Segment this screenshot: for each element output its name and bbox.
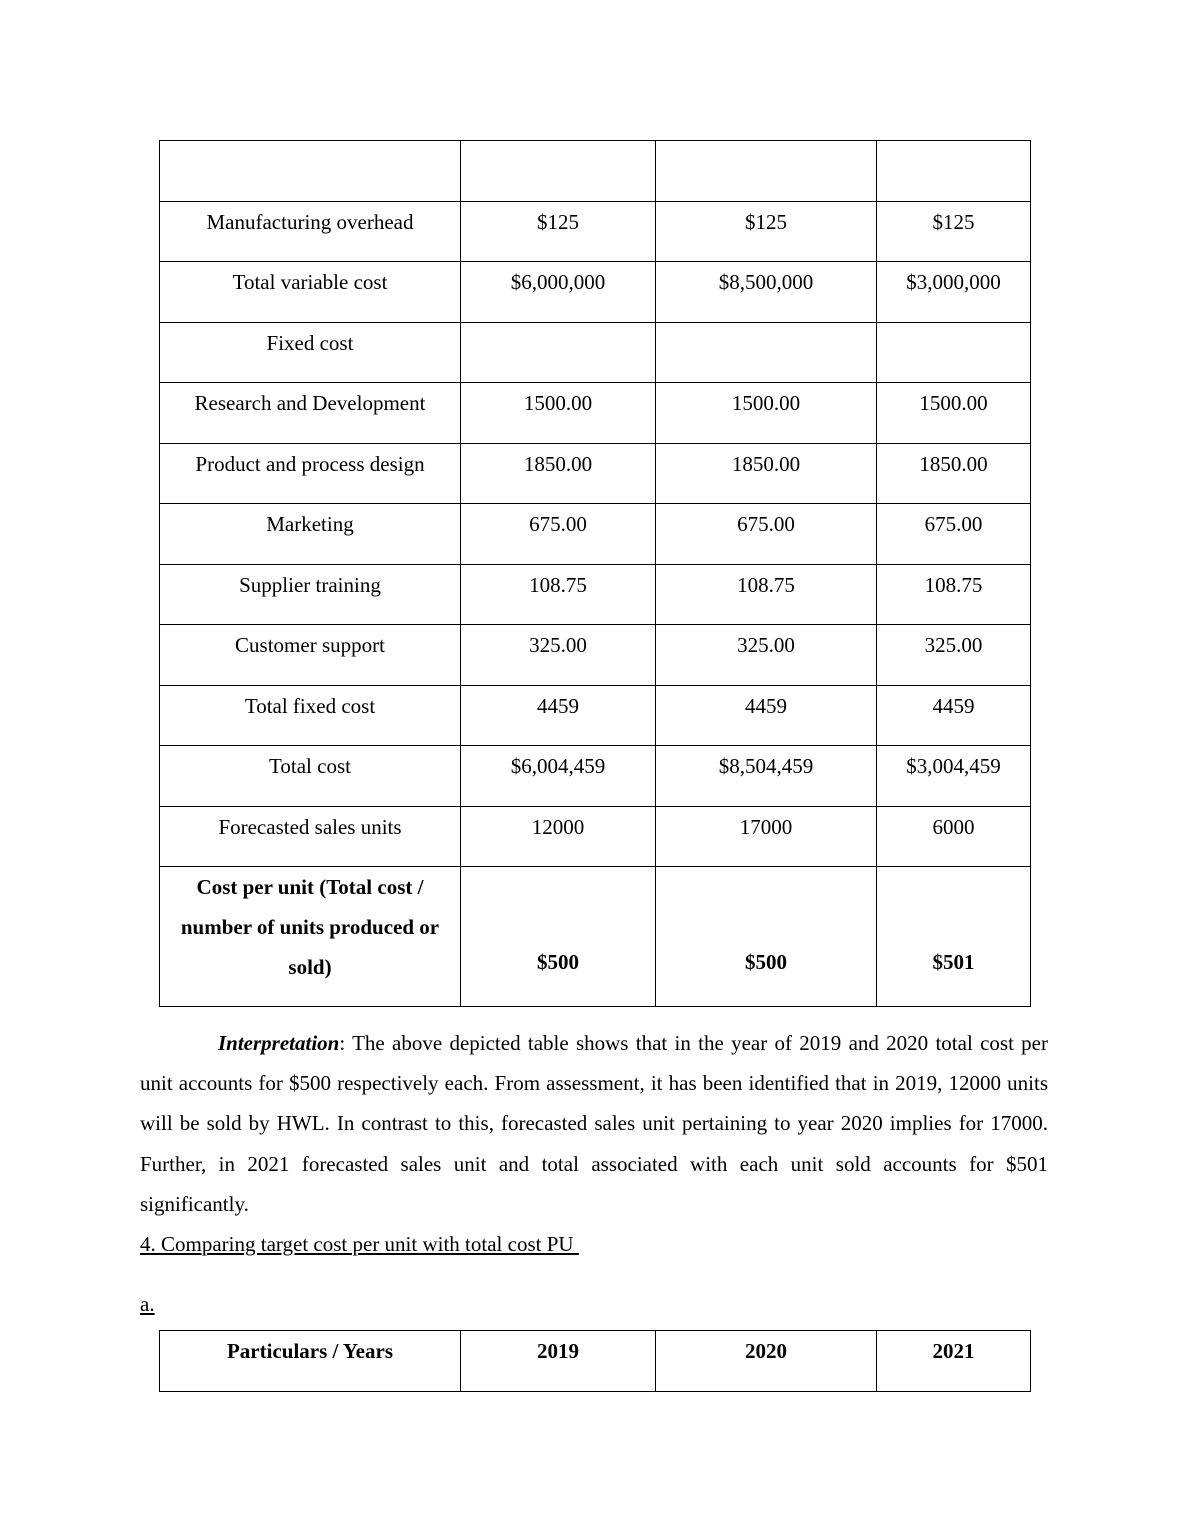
interpretation-paragraph xyxy=(140,1023,1048,1224)
row-label: Research and Development xyxy=(160,383,461,444)
table-row-cost-per-unit xyxy=(160,867,1031,1007)
cell-2020: $125 xyxy=(656,201,877,262)
cell-2019 xyxy=(461,141,656,202)
cell-2021: 325.00 xyxy=(877,625,1031,686)
cell-2019: 1850.00 xyxy=(461,443,656,504)
cell-2020: 4459 xyxy=(656,685,877,746)
cell-2019: 108.75 xyxy=(461,564,656,625)
cell-2020: $8,500,000 xyxy=(656,262,877,323)
cell-2021 xyxy=(877,141,1031,202)
row-label: Total cost xyxy=(160,746,461,807)
cell-2021: 108.75 xyxy=(877,564,1031,625)
row-label: Manufacturing overhead xyxy=(160,201,461,262)
table-row-research-development xyxy=(160,383,1031,444)
cell-2019: 12000 xyxy=(461,806,656,867)
table-row-total-variable-cost xyxy=(160,262,1031,323)
row-label: Total variable cost xyxy=(160,262,461,323)
cell-2020: 325.00 xyxy=(656,625,877,686)
table-row-blank xyxy=(160,141,1031,202)
table-row-product-process-design xyxy=(160,443,1031,504)
cell-2019: 325.00 xyxy=(461,625,656,686)
header-particulars: Particulars / Years xyxy=(160,1331,461,1392)
table-row-manufacturing-overhead xyxy=(160,201,1031,262)
cell-2020: $8,504,459 xyxy=(656,746,877,807)
cell-2021: 1850.00 xyxy=(877,443,1031,504)
row-label: Total fixed cost xyxy=(160,685,461,746)
table-row-marketing xyxy=(160,504,1031,565)
table-header-row xyxy=(160,1331,1031,1392)
cell-2019: 675.00 xyxy=(461,504,656,565)
table-row-customer-support xyxy=(160,625,1031,686)
cell-2019: $500 xyxy=(461,867,656,1007)
cell-2020: 675.00 xyxy=(656,504,877,565)
table-row-fixed-cost xyxy=(160,322,1031,383)
cell-2020: 108.75 xyxy=(656,564,877,625)
cell-2021: 4459 xyxy=(877,685,1031,746)
row-label: Marketing xyxy=(160,504,461,565)
cell-2020: 17000 xyxy=(656,806,877,867)
cell-2021: $3,000,000 xyxy=(877,262,1031,323)
row-label: Cost per unit (Total cost / number of units produced or sold) xyxy=(160,867,461,1007)
row-label: Forecasted sales units xyxy=(160,806,461,867)
row-label xyxy=(160,141,461,202)
row-label: Supplier training xyxy=(160,564,461,625)
cell-2019 xyxy=(461,322,656,383)
cell-2021: 1500.00 xyxy=(877,383,1031,444)
cost-table xyxy=(159,140,1031,1007)
cell-2019: $6,004,459 xyxy=(461,746,656,807)
cell-2019: 1500.00 xyxy=(461,383,656,444)
header-2019: 2019 xyxy=(461,1331,656,1392)
cell-2021: $3,004,459 xyxy=(877,746,1031,807)
interpretation-text: : The above depicted table shows that in the year of 2019 and 2020 total cost per unit accounts for $500 respectively each. From assessment, it has been identified that in 2019, 12000 units will be sold by HWL. In contrast to this, forecasted sales unit pertaining to year 2020 implies for 17000. Further, in 2021 forecasted sales unit and total associated with each unit sold accounts for $501 significantly. xyxy=(140,1031,1048,1216)
cell-2020: $500 xyxy=(656,867,877,1007)
row-label: Customer support xyxy=(160,625,461,686)
table-row-forecasted-sales-units xyxy=(160,806,1031,867)
cell-2021 xyxy=(877,322,1031,383)
cell-2020: 1500.00 xyxy=(656,383,877,444)
cell-2021: $501 xyxy=(877,867,1031,1007)
cell-2021: 675.00 xyxy=(877,504,1031,565)
cell-2021: $125 xyxy=(877,201,1031,262)
section-heading: 4. Comparing target cost per unit with total cost PU xyxy=(140,1232,579,1256)
subsection-label: a. xyxy=(140,1292,155,1316)
table-row-total-fixed-cost xyxy=(160,685,1031,746)
row-label: Product and process design xyxy=(160,443,461,504)
header-2020: 2020 xyxy=(656,1331,877,1392)
cell-2021: 6000 xyxy=(877,806,1031,867)
comparison-table xyxy=(159,1330,1031,1392)
cell-2020: 1850.00 xyxy=(656,443,877,504)
row-label: Fixed cost xyxy=(160,322,461,383)
cell-2020 xyxy=(656,141,877,202)
cell-2019: 4459 xyxy=(461,685,656,746)
cell-2019: $6,000,000 xyxy=(461,262,656,323)
header-2021: 2021 xyxy=(877,1331,1031,1392)
interpretation-lead: Interpretation xyxy=(218,1031,340,1055)
cell-2020 xyxy=(656,322,877,383)
table-row-supplier-training xyxy=(160,564,1031,625)
cell-2019: $125 xyxy=(461,201,656,262)
table-row-total-cost xyxy=(160,746,1031,807)
